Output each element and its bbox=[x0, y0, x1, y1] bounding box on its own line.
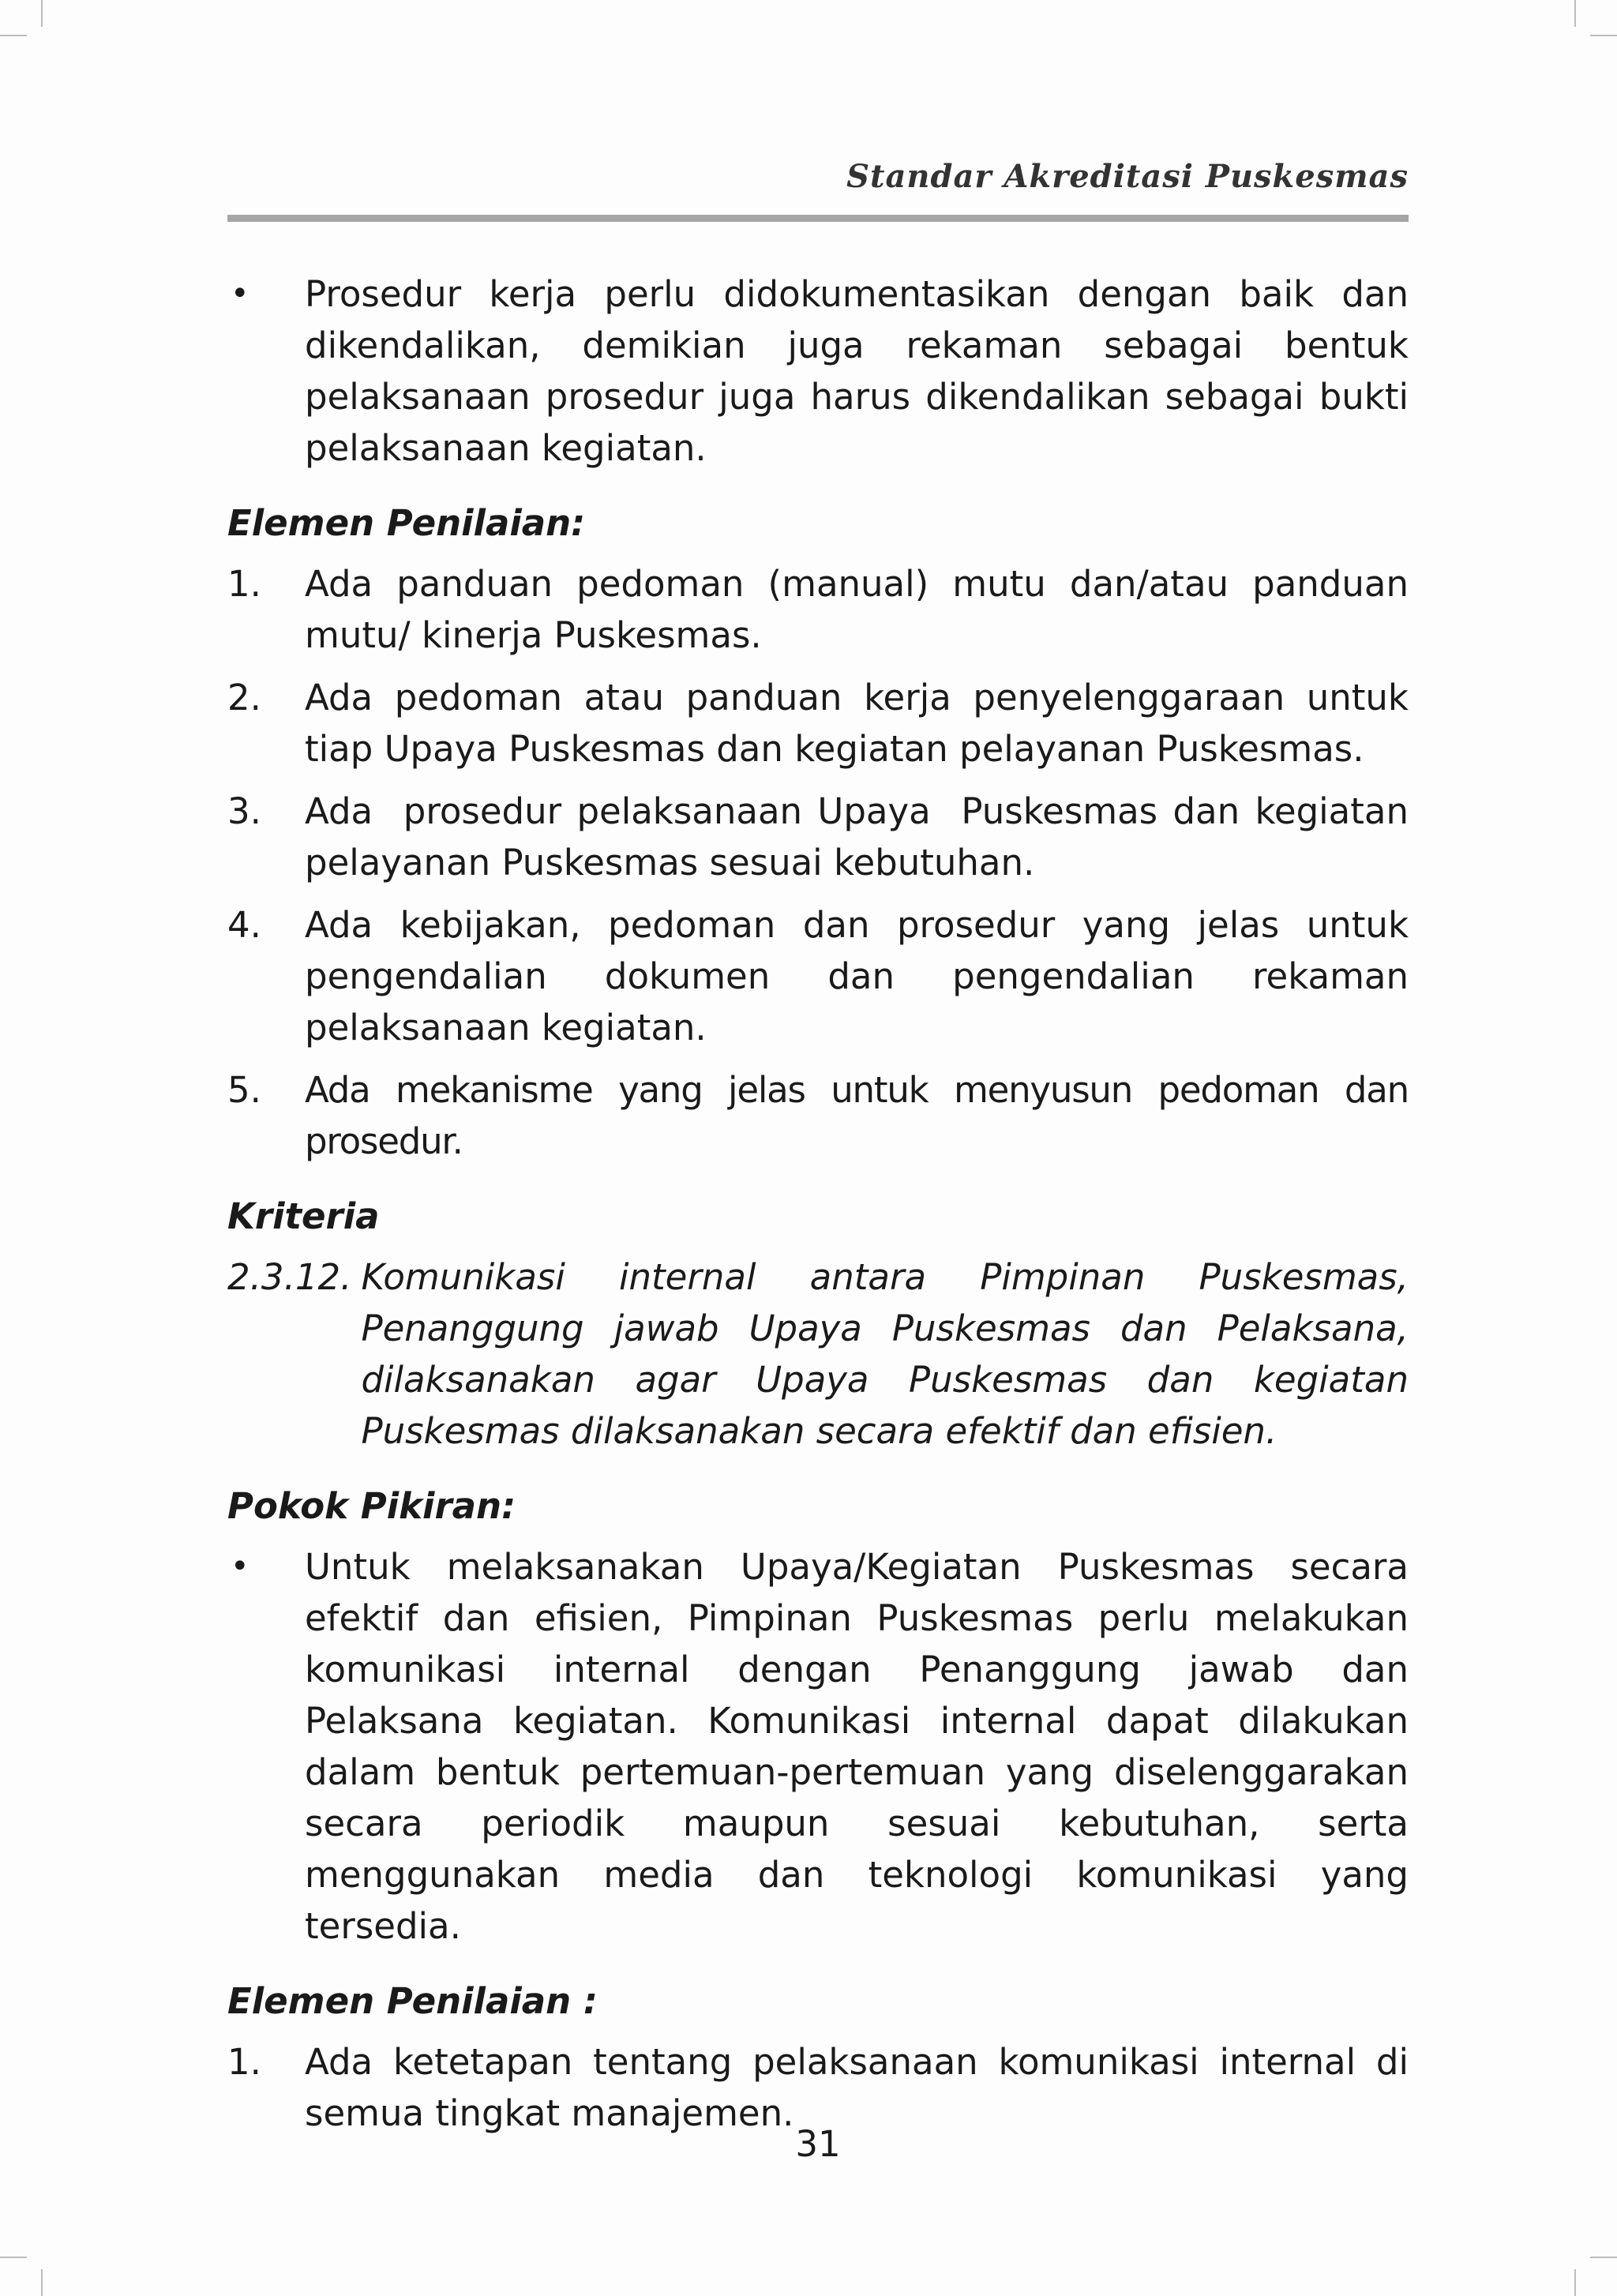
list-item bbox=[227, 899, 1409, 1053]
crop-mark-left-bottom bbox=[0, 2257, 27, 2258]
section-heading-elemen-penilaian: Elemen Penilaian: bbox=[227, 502, 586, 544]
kriteria-text: Komunikasi internal antara Pimpinan Puskesmas, Penanggung jawab Upaya Puskesmas dan Pelaksana, dilaksanakan agar Upaya Puskesmas dan kegiatan Puskesmas dilaksanakan secara efektif dan efisien. bbox=[361, 1256, 1409, 1452]
list-number: 4. bbox=[227, 904, 261, 946]
running-header-title: Standar Akreditasi Puskesmas bbox=[846, 158, 1409, 195]
list-item bbox=[227, 558, 1409, 661]
section-heading-kriteria: Kriteria bbox=[227, 1195, 380, 1237]
list-item-text: Ada prosedur pelaksanaan Upaya Puskesmas dan kegiatan pelayanan Puskesmas sesuai kebutuhan. bbox=[305, 790, 1420, 884]
crop-mark-top-left bbox=[41, 0, 43, 27]
page-number: 31 bbox=[795, 2123, 841, 2165]
crop-mark-bottom-right bbox=[1574, 2269, 1576, 2296]
list-number: 2. bbox=[227, 677, 261, 718]
list-item-bullet bbox=[227, 1541, 1409, 1952]
crop-mark-right-bottom bbox=[1590, 2257, 1617, 2258]
bullet-text: Untuk melaksanakan Upaya/Kegiatan Puskesmas secara efektif dan efisien, Pimpinan Puskesmas perlu melakukan komunikasi internal dengan Penanggung jawab dan Pelaksana kegiatan. Komunikasi internal dapat dilakukan dalam bentuk pertemuan-pertemuan yang diselenggarakan secara periodik maupun sesuai kebutuhan, serta menggunakan media dan teknologi komunikasi yang tersedia. bbox=[305, 1546, 1409, 1947]
bullet-icon: • bbox=[231, 276, 249, 312]
section-heading-elemen-penilaian: Elemen Penilaian : bbox=[227, 1980, 598, 2022]
list-item-text: Ada ketetapan tentang pelaksanaan komunikasi internal di semua tingkat manajemen. bbox=[305, 2041, 1409, 2134]
crop-mark-left-top bbox=[0, 35, 27, 36]
list-number: 1. bbox=[227, 2041, 261, 2083]
bullet-text: Prosedur kerja perlu didokumentasikan dengan baik dan dikendalikan, demikian juga rekaman sebagai bentuk pelaksanaan prosedur juga harus dikendalikan sebagai bukti pelaksanaan kegiatan. bbox=[305, 273, 1409, 469]
list-item-bullet bbox=[227, 268, 1409, 474]
kriteria-number: 2.3.12. bbox=[227, 1256, 352, 1298]
kriteria-item bbox=[227, 1251, 1409, 1457]
crop-mark-bottom-left bbox=[41, 2269, 43, 2296]
list-item-text: Ada panduan pedoman (manual) mutu dan/atau panduan mutu/ kinerja Puskesmas. bbox=[305, 563, 1409, 656]
section-heading-pokok-pikiran: Pokok Pikiran: bbox=[227, 1485, 516, 1527]
page-content bbox=[227, 268, 1420, 2139]
list-item bbox=[227, 786, 1420, 888]
list-number: 5. bbox=[227, 1069, 261, 1111]
list-item bbox=[227, 1064, 1409, 1167]
list-item-text: Ada mekanisme yang jelas untuk menyusun pedoman dan prosedur. bbox=[305, 1069, 1409, 1162]
list-number: 1. bbox=[227, 563, 261, 605]
list-item bbox=[227, 672, 1409, 775]
list-item-text: Ada pedoman atau panduan kerja penyelenggaraan untuk tiap Upaya Puskesmas dan kegiatan pelayanan Puskesmas. bbox=[305, 677, 1409, 770]
header-rule bbox=[227, 215, 1409, 222]
crop-mark-right-top bbox=[1590, 35, 1617, 36]
list-item-text: Ada kebijakan, pedoman dan prosedur yang jelas untuk pengendalian dokumen dan pengendalian rekaman pelaksanaan kegiatan. bbox=[305, 904, 1409, 1049]
list-number: 3. bbox=[227, 790, 261, 832]
bullet-icon: • bbox=[231, 1548, 249, 1585]
crop-mark-top-right bbox=[1574, 0, 1576, 27]
